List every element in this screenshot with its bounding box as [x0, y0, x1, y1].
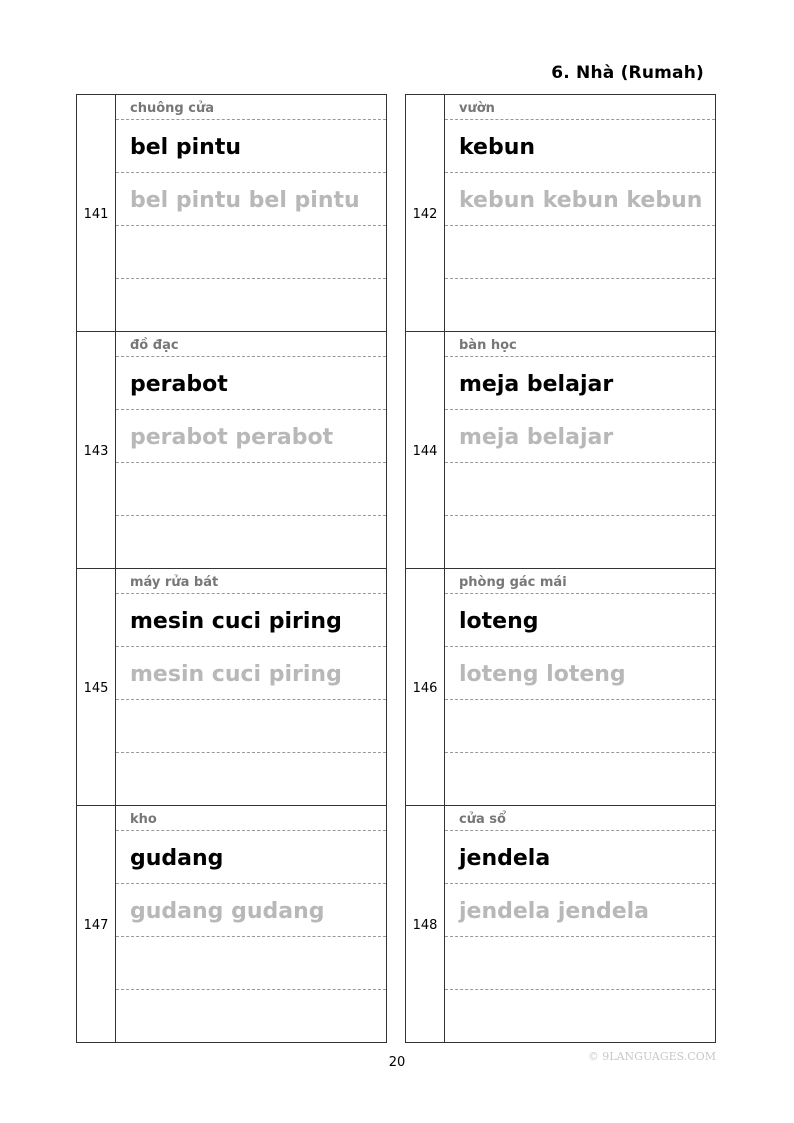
number-cell: [406, 95, 445, 331]
vocab-card: [76, 568, 387, 805]
page-number: 20: [388, 1055, 406, 1070]
practice-line: [116, 990, 386, 1043]
vocab-word: loteng: [445, 594, 715, 647]
vocab-card: [405, 568, 716, 805]
practice-line: [445, 516, 715, 569]
practice-line: [445, 753, 715, 806]
number-cell: [77, 95, 116, 331]
entry-number: 142: [412, 207, 438, 222]
trace-text: perabot perabot: [116, 410, 386, 463]
practice-line: [116, 937, 386, 990]
entry-number: 147: [83, 918, 109, 933]
vocab-word: kebun: [445, 120, 715, 173]
vocab-card: [405, 331, 716, 568]
trace-text: loteng loteng: [445, 647, 715, 700]
practice-line: [445, 937, 715, 990]
practice-line: [445, 700, 715, 753]
vocab-card: [405, 94, 716, 331]
practice-line: [116, 226, 386, 279]
number-cell: [77, 569, 116, 805]
practice-line: [116, 463, 386, 516]
number-cell: [77, 332, 116, 568]
entry-number: 141: [83, 207, 109, 222]
translation-hint: cửa sổ: [445, 806, 715, 831]
vocab-card: [76, 805, 387, 1043]
vocab-word: gudang: [116, 831, 386, 884]
copyright-watermark: © 9LANGUAGES.COM: [587, 1050, 716, 1063]
vocab-card: [405, 805, 716, 1043]
translation-hint: kho: [116, 806, 386, 831]
trace-text: gudang gudang: [116, 884, 386, 937]
worksheet-column-right: [405, 94, 717, 1043]
trace-text: meja belajar: [445, 410, 715, 463]
trace-text: kebun kebun kebun: [445, 173, 715, 226]
trace-text: mesin cuci piring: [116, 647, 386, 700]
number-cell: [406, 806, 445, 1042]
practice-line: [116, 516, 386, 569]
entry-number: 144: [412, 444, 438, 459]
practice-line: [445, 279, 715, 332]
number-cell: [77, 806, 116, 1042]
entry-number: 143: [83, 444, 109, 459]
entry-number: 145: [83, 681, 109, 696]
practice-line: [116, 279, 386, 332]
entry-number: 148: [412, 918, 438, 933]
translation-hint: chuông cửa: [116, 95, 386, 120]
practice-line: [116, 700, 386, 753]
translation-hint: phòng gác mái: [445, 569, 715, 594]
worksheet-column-left: [76, 94, 388, 1043]
trace-text: bel pintu bel pintu: [116, 173, 386, 226]
vocab-word: perabot: [116, 357, 386, 410]
practice-line: [116, 753, 386, 806]
translation-hint: vườn: [445, 95, 715, 120]
practice-line: [445, 463, 715, 516]
vocab-card: [76, 331, 387, 568]
practice-line: [445, 990, 715, 1043]
vocab-word: mesin cuci piring: [116, 594, 386, 647]
translation-hint: máy rửa bát: [116, 569, 386, 594]
trace-text: jendela jendela: [445, 884, 715, 937]
vocab-word: bel pintu: [116, 120, 386, 173]
practice-line: [445, 226, 715, 279]
number-cell: [406, 569, 445, 805]
translation-hint: đồ đạc: [116, 332, 386, 357]
number-cell: [406, 332, 445, 568]
vocab-card: [76, 94, 387, 331]
translation-hint: bàn học: [445, 332, 715, 357]
vocab-word: meja belajar: [445, 357, 715, 410]
entry-number: 146: [412, 681, 438, 696]
page-title: 6. Nhà (Rumah): [551, 63, 704, 83]
vocab-word: jendela: [445, 831, 715, 884]
